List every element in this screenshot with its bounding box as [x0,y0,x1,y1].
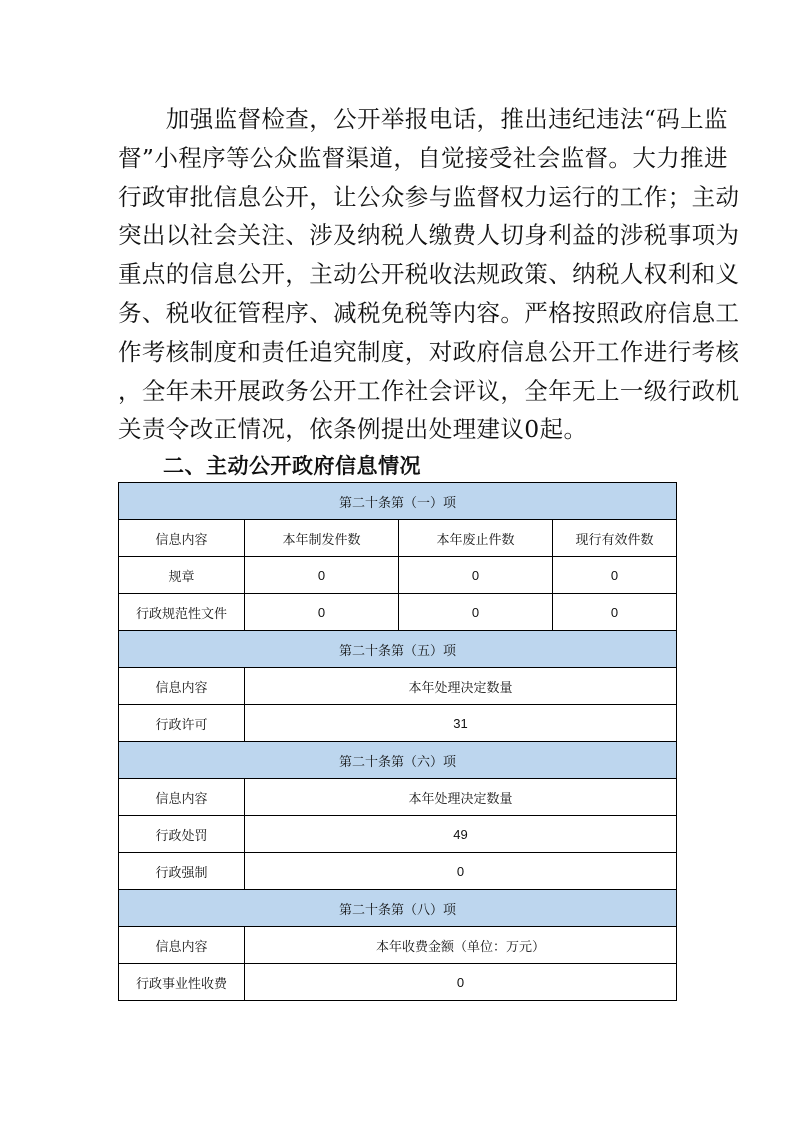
paragraph-line: 务、税收征管程序、减税免税等内容。严格按照政府信息工 [118,298,740,327]
body-paragraph [118,100,740,449]
column-header: 本年处理决定数量 [245,668,677,705]
table-section-row [119,483,677,520]
fee-amount: 0 [245,964,677,1001]
table-section-row [119,742,677,779]
table-header-row [119,668,677,705]
table-section-row [119,631,677,668]
row-label: 行政强制 [119,853,245,890]
row-label: 规章 [119,557,245,594]
issued-count: 0 [245,594,399,631]
column-header: 本年制发件数 [245,520,399,557]
table-row [119,853,677,890]
table-row [119,964,677,1001]
table-row [119,816,677,853]
valid-count: 0 [553,557,677,594]
row-label: 行政许可 [119,705,245,742]
issued-count: 0 [245,557,399,594]
table-row [119,557,677,594]
paragraph-line: 重点的信息公开，主动公开税收法规政策、纳税人权利和义 [118,260,740,289]
column-header: 本年收费金额（单位：万元） [245,927,677,964]
table-row [119,705,677,742]
section-title: 第二十条第（一）项 [119,483,677,520]
column-header: 信息内容 [119,927,245,964]
valid-count: 0 [553,594,677,631]
decision-count: 0 [245,853,677,890]
paragraph-line: 关责令改正情况，依条例提出处理建议0起。 [118,415,588,444]
section-title: 第二十条第（六）项 [119,742,677,779]
decision-count: 49 [245,816,677,853]
column-header: 信息内容 [119,779,245,816]
paragraph-line: 加强监督检查，公开举报电话，推出违纪违法“码上监 [118,105,728,133]
abolished-count: 0 [399,557,553,594]
paragraph-line: 行政审批信息公开，让公众参与监督权力运行的工作；主动 [118,182,740,211]
paragraph-line: 突出以社会关注、涉及纳税人缴费人切身利益的涉税事项为 [118,221,740,250]
info-disclosure-table [118,482,677,1001]
table-header-row [119,779,677,816]
abolished-count: 0 [399,594,553,631]
table-header-row [119,520,677,557]
section-title: 第二十条第（五）项 [119,631,677,668]
column-header: 本年处理决定数量 [245,779,677,816]
decision-count: 31 [245,705,677,742]
row-label: 行政处罚 [119,816,245,853]
section-title: 第二十条第（八）项 [119,890,677,927]
table-section-row [119,890,677,927]
column-header: 信息内容 [119,520,245,557]
table-header-row [119,927,677,964]
table-row [119,594,677,631]
column-header: 信息内容 [119,668,245,705]
row-label: 行政规范性文件 [119,594,245,631]
paragraph-line: ，全年未开展政务公开工作社会评议，全年无上一级行政机 [118,376,740,405]
row-label: 行政事业性收费 [119,964,245,1001]
column-header: 本年废止件数 [399,520,553,557]
paragraph-line: 督”小程序等公众监督渠道，自觉接受社会监督。大力推进 [118,143,728,172]
paragraph-line: 作考核制度和责任追究制度，对政府信息公开工作进行考核 [118,337,740,366]
section-heading: 二、主动公开政府信息情况 [163,454,421,478]
column-header: 现行有效件数 [553,520,677,557]
